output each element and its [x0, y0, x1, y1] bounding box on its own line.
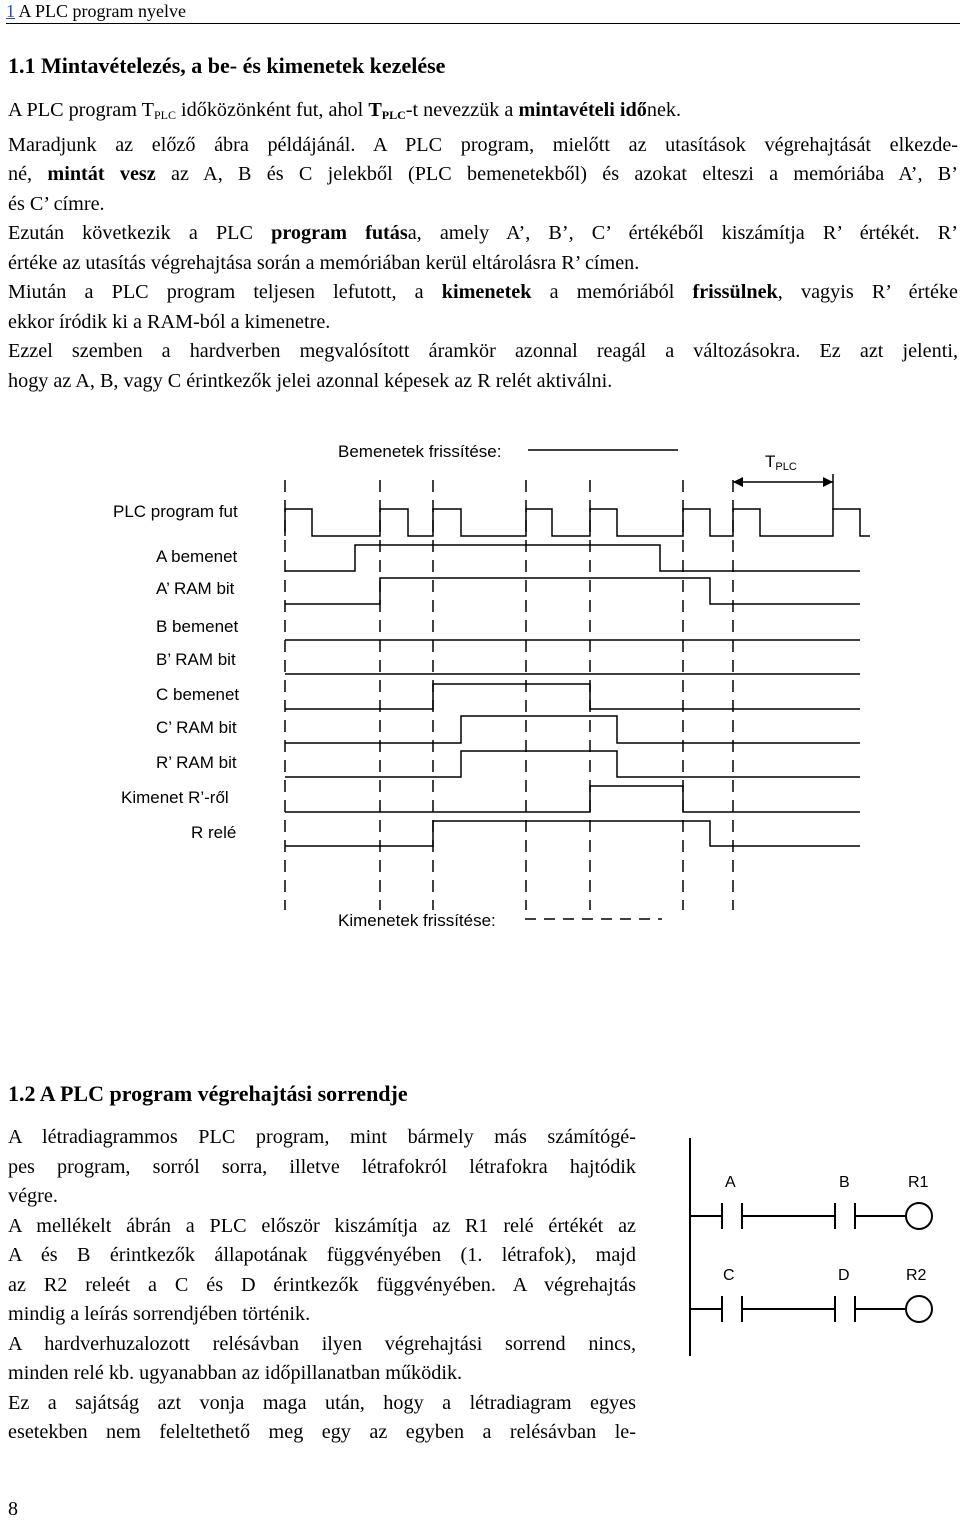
para-line: végre. — [8, 1185, 58, 1207]
para-line: minden relé kb. ugyanabban az időpillanatban működik. — [8, 1362, 463, 1384]
outputs-refresh-label: Kimenetek frissítése: — [338, 911, 496, 930]
para-line: A PLC program $T_{PLC}$ időközönként fut, ahol $T_{PLC}-t$ nevezzük a mintavételi időnek. — [8, 99, 682, 122]
para-line: ekkor íródik ki a RAM-ból a kimenetre. — [8, 310, 331, 333]
section-1-2-heading: 1.2 A PLC program végrehajtási sorrendje — [8, 1081, 408, 1106]
waveform-c-input — [285, 684, 860, 709]
signal-label: A bemenet — [156, 547, 238, 566]
coil-label: R2 — [906, 1267, 927, 1284]
contact-label: D — [838, 1267, 850, 1284]
signal-label: C’ RAM bit — [156, 718, 237, 737]
timing-labels — [113, 442, 797, 930]
section-1-1-body — [8, 96, 958, 396]
signal-label: B’ RAM bit — [156, 650, 236, 669]
inputs-refresh-label: Bemenetek frissítése: — [338, 442, 502, 461]
coil-label: R1 — [908, 1174, 929, 1191]
coil-r1 — [906, 1203, 932, 1229]
para-line: esetekben nem feleltethető meg egy az egyben a relésávban le- — [8, 1421, 636, 1443]
rung-2 — [690, 1296, 932, 1322]
signal-label: Kimenet R’-ről — [121, 788, 229, 807]
para-line: és C’ címre. — [8, 192, 105, 215]
para-line: A mellékelt ábrán a PLC először kiszámítja az R1 relé értékét az — [8, 1214, 636, 1237]
para-line: mindig a leírás sorrendjében történik. — [8, 1303, 311, 1325]
waveform-output — [285, 786, 860, 812]
para-line: A hardverhuzalozott relésávban ilyen végrehajtási sorrend nincs, — [8, 1332, 636, 1355]
timing-diagram — [0, 400, 960, 960]
para-line: Maradjunk az előző ábra példájánál. A PLC program, mielőtt az utasítások végrehajtását elkezde- — [8, 133, 958, 156]
ladder-diagram — [680, 1130, 950, 1362]
signal-label: R’ RAM bit — [156, 753, 237, 772]
signal-label: PLC program fut — [113, 502, 238, 521]
waveform-relay — [285, 821, 860, 846]
waveform-a-ram — [285, 578, 860, 604]
waveform-program — [285, 509, 870, 536]
para-line: A és B érintkezők állapotának függvényében (1. létrafok), majd — [8, 1244, 636, 1266]
signal-label: A’ RAM bit — [156, 579, 235, 598]
coil-r2 — [906, 1296, 932, 1322]
signal-label: R relé — [191, 823, 237, 842]
section-1-1-heading: 1.1 Mintavételezés, a be- és kimenetek kezelése — [8, 53, 446, 78]
chapter-number-link[interactable]: 1 — [6, 1, 15, 21]
para-line: hogy az A, B, vagy C érintkezők jelei azonnal képesek az R relét aktiválni. — [8, 369, 613, 392]
contact-label: C — [723, 1267, 735, 1284]
rung-1 — [690, 1203, 932, 1229]
header-rule — [6, 23, 960, 24]
section-1-2-body — [8, 1123, 636, 1448]
timing-waveforms — [285, 474, 870, 919]
chapter-title: A PLC program nyelve — [15, 1, 186, 21]
para-line: Miután a PLC program teljesen lefutott, a kimenetek a memóriából frissülnek, vagyis R’ értéke — [8, 281, 958, 303]
running-header — [6, 1, 186, 22]
signal-label: B bemenet — [156, 617, 239, 636]
contact-label: B — [839, 1174, 850, 1191]
para-line: A létradiagrammos PLC program, mint bármely más számítógé- — [8, 1126, 636, 1148]
waveform-r-ram — [285, 751, 860, 777]
page-number: 8 — [8, 1498, 18, 1520]
para-line: értéke az utasítás végrehajtása során a memóriában kerül eltárolásra R’ címen. — [8, 251, 640, 274]
waveform-a-input — [285, 545, 860, 571]
tplc-label: TPLC — [765, 452, 797, 473]
para-line: Ezzel szemben a hardverben megvalósított áramkör azonnal reagál a változásokra. Ez azt jelenti, — [8, 340, 958, 362]
para-line: Ezután következik a PLC program futása, amely A’, B’, C’ értékéből kiszámítja R’ értékét. R’ — [8, 222, 958, 244]
signal-label: C bemenet — [156, 685, 240, 704]
para-line: né, mintát vesz az A, B és C jelekből (PLC bemenetekből) és azokat elteszi a memóriába A’, B’ — [8, 163, 958, 185]
para-line: az R2 releét a C és D érintkezők függvényében. A végrehajtás — [8, 1273, 636, 1296]
contact-label: A — [725, 1174, 736, 1191]
waveform-c-ram — [285, 716, 860, 743]
para-line: pes program, sorról sorra, illetve létrafokról létrafokra hajtódik — [8, 1155, 636, 1178]
para-line: Ez a sajátság azt vonja maga után, hogy a létradiagram egyes — [8, 1391, 636, 1414]
